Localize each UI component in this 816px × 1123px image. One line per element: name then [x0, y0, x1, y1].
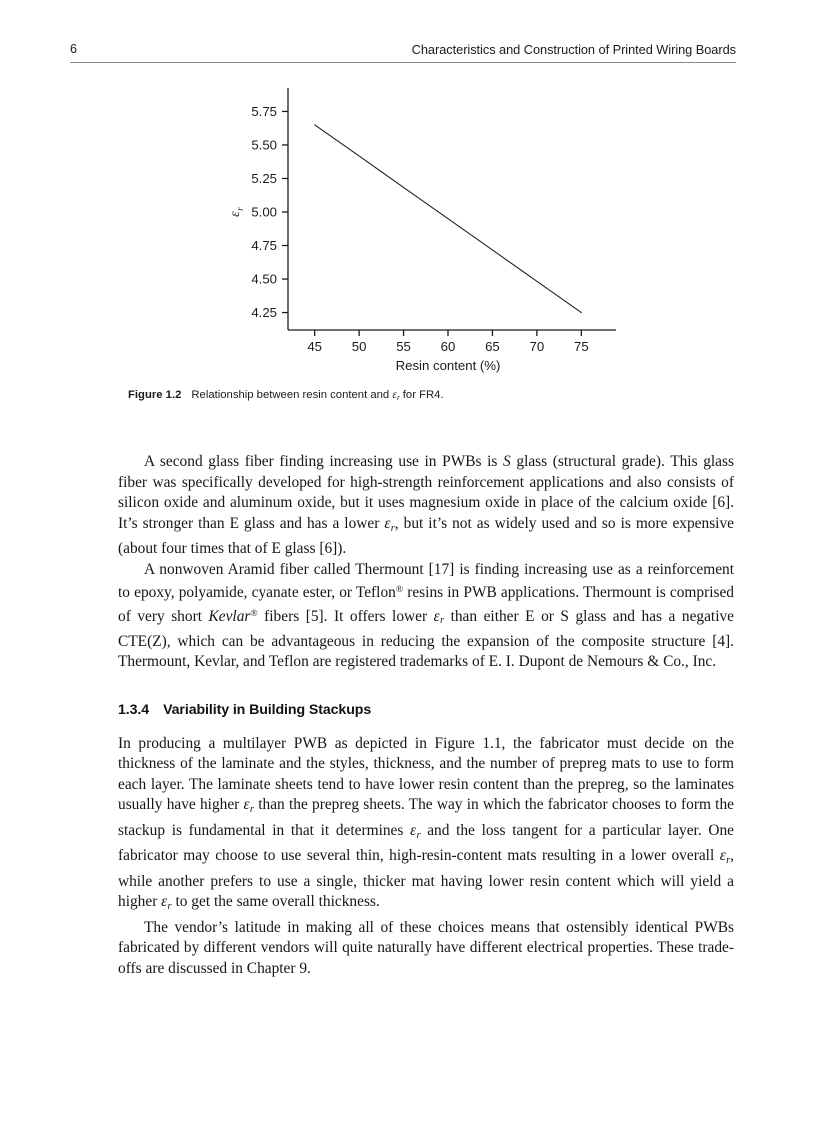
x-tick-label: 45 — [307, 339, 323, 354]
figure-caption-text-after: for FR4. — [399, 389, 444, 401]
y-tick-label: 4.75 — [251, 238, 277, 254]
running-head — [70, 42, 736, 64]
x-axis-title: Resin content (%) — [395, 358, 501, 373]
data-series-line — [315, 125, 582, 313]
figure-caption-text-before: Relationship between resin content and — [191, 389, 393, 401]
figure-1-2 — [70, 78, 736, 408]
figure-caption-epsilon: ε — [392, 389, 397, 401]
section-title: Variability in Building Stackups — [163, 701, 372, 718]
running-head-title: Characteristics and Construction of Printed Wiring Boards — [411, 42, 736, 57]
y-tick-label: 5.25 — [251, 171, 277, 187]
page-number: 6 — [70, 42, 78, 56]
x-tick-label: 50 — [351, 339, 367, 354]
figure-caption-epsilon-subscript: r — [397, 393, 400, 403]
y-tick-label: 5.75 — [251, 104, 277, 120]
paragraph-stackup: In producing a multilayer PWB as depicted in Figure 1.1, the fabricator must decide on the thickness of the laminate and the styles, thickness, and the number of prepreg mats to use to form each layer. The laminate sheets tend to have lower resin content than the prepreg, so the laminates usually have higher εr than the prepreg sheets. The way in which the fabricator chooses to form the stackup is fundamental in that it determines εr and the loss tangent for a particular layer. One fabricator may choose to use several thin, high-resin-content mats resulting in a lower overall εr, while another prefers to use a single, thicker mat having lower resin content which will yield a higher εr to get the same overall thickness. — [118, 734, 735, 913]
section-number: 1.3.4 — [118, 701, 150, 718]
section-heading-1-3-4 — [118, 702, 734, 718]
figure-caption — [128, 389, 728, 402]
paragraph-thermount: A nonwoven Aramid fiber called Thermount [17] is finding increasing use as a reinforcement to epoxy, polyamide, cyanate ester, or Teflon® resins in PWB applications. Thermount is comprised of very short Kevlar® fibers [5]. It offers lower εr than either E or S glass and has a negative CTE(Z), which can be advantageous in reducing the expansion of the composite structure [4]. Thermount, Kevlar, and Teflon are registered trademarks of E. I. Dupont de Nemours & Co., Inc. — [118, 560, 735, 671]
paragraph-vendor-latitude: The vendor’s latitude in making all of these choices means that ostensibly identical PWBs fabricated by different vendors will quite naturally have different electrical properties. These trade-offs are discussed in Chapter 9. — [118, 918, 734, 977]
x-tick-label: 75 — [573, 339, 589, 354]
y-axis-title — [228, 207, 246, 217]
y-tick-label: 4.25 — [251, 305, 277, 321]
y-tick-label: 4.50 — [251, 271, 277, 287]
line-chart — [220, 78, 620, 378]
x-tick-label: 65 — [485, 339, 500, 354]
y-tick-label: 5.50 — [251, 137, 277, 153]
paragraph-s-glass: A second glass fiber finding increasing use in PWBs is S glass (structural grade). This glass fiber was specifically developed for high-strength reinforcement applications and also consists of silicon oxide and aluminum oxide, but it uses magnesium oxide in place of the calcium oxide [6]. It’s stronger than E glass and has a lower εr, but it’s not as widely used and so is more expensive (about four times that of E glass [6]). — [118, 453, 734, 558]
y-axis-title-symbol: $\varepsilon_r$ — [228, 207, 246, 217]
x-tick-label: 70 — [529, 339, 545, 354]
x-tick-label: 60 — [440, 339, 456, 354]
running-head-rule — [70, 62, 736, 63]
body-text — [118, 452, 734, 980]
chart-canvas — [220, 78, 620, 378]
figure-caption-label: Figure 1.2 — [128, 389, 182, 401]
x-tick-label: 55 — [396, 339, 411, 354]
y-tick-label: 5.00 — [251, 204, 277, 220]
